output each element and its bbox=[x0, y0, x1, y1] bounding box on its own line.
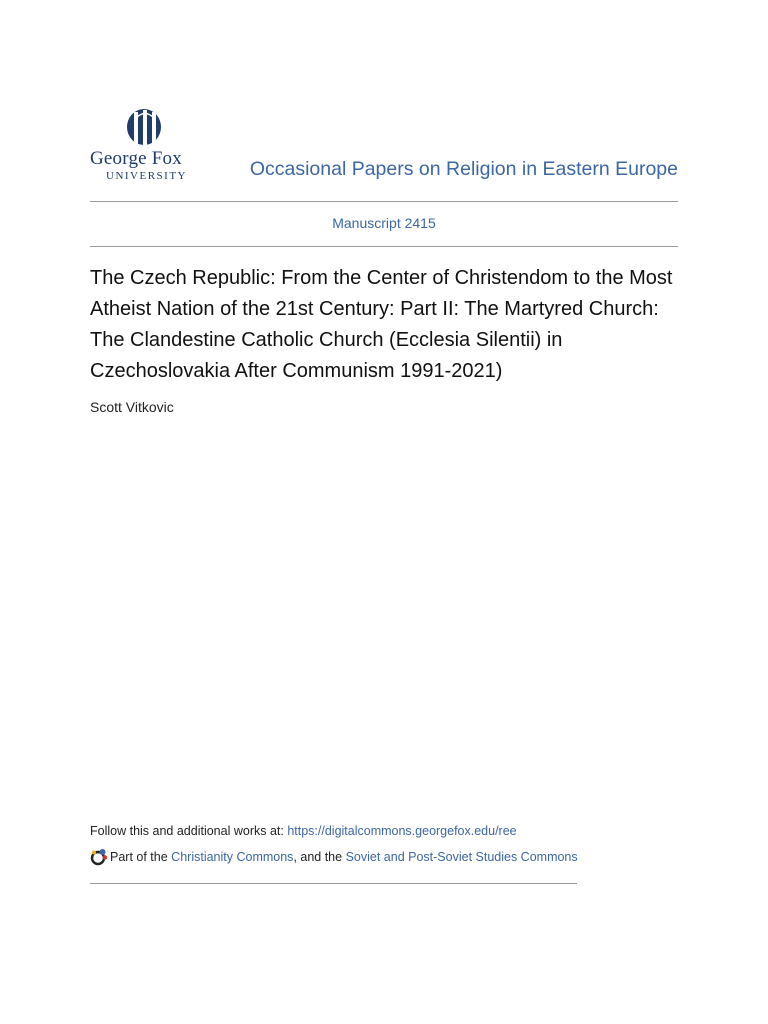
part-of-prefix: Part of the bbox=[110, 850, 168, 864]
document-title-line: Czechoslovakia After Communism 1991-2021) bbox=[90, 360, 503, 382]
part-of-middle: , and the bbox=[293, 850, 343, 864]
document-title-line: The Czech Republic: From the Center of Christendom to the Most bbox=[90, 267, 673, 289]
follow-label: Follow this and additional works at: bbox=[90, 824, 288, 838]
header-divider-top bbox=[90, 201, 678, 202]
header-divider-bottom bbox=[90, 246, 678, 247]
author-name: Scott Vitkovic bbox=[90, 399, 174, 415]
document-title-line: Atheist Nation of the 21st Century: Part II: The Martyred Church: bbox=[90, 298, 659, 320]
logo-subtext: UNIVERSITY bbox=[106, 170, 187, 180]
logo-wordmark: George Fox bbox=[90, 148, 182, 169]
repository-link[interactable]: https://digitalcommons.georgefox.edu/ree bbox=[287, 824, 517, 838]
george-fox-university-logo bbox=[90, 108, 200, 180]
footer-divider bbox=[90, 883, 577, 884]
follow-line bbox=[90, 824, 517, 838]
series-title-link[interactable]: Occasional Papers on Religion in Eastern Europe bbox=[249, 158, 678, 180]
soviet-studies-commons-link[interactable]: Soviet and Post-Soviet Studies Commons bbox=[345, 850, 578, 864]
document-title bbox=[90, 263, 690, 387]
document-title-line: The Clandestine Catholic Church (Ecclesia Silentii) in bbox=[90, 329, 563, 351]
manuscript-number: Manuscript 2415 bbox=[332, 215, 436, 231]
network-commons-icon bbox=[90, 848, 108, 866]
part-of-line bbox=[90, 846, 578, 868]
christianity-commons-link[interactable]: Christianity Commons bbox=[171, 850, 294, 864]
